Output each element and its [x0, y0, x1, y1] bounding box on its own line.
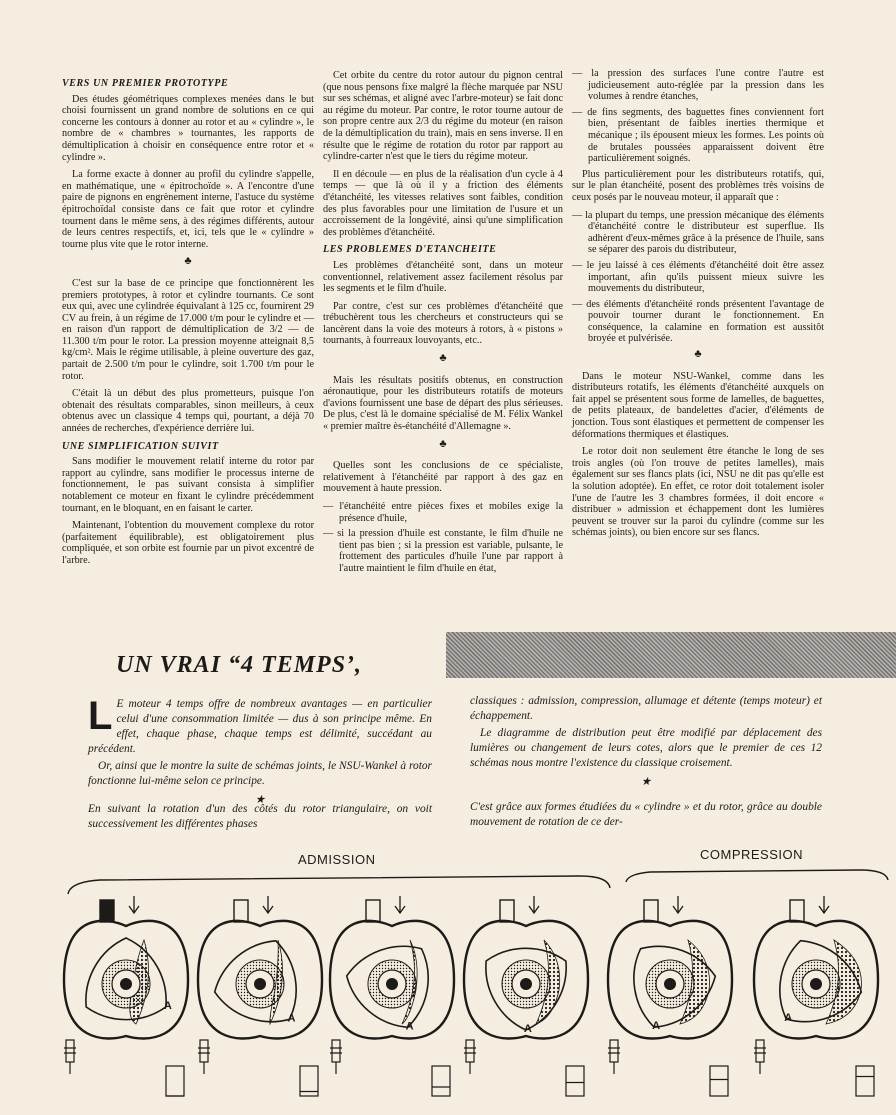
paragraph: Cet orbite du centre du rotor autour du pignon central (que nous pensons fixe malgré la flèche marquée par NSU sur ses schémas, et aligné avec l'arbre-moteur) se fait donc au régime du moteur. Par contre, le rotor tourne autour de son propre centre aux 2/3 du régime du moteur (en raison de la démultiplication du train), mais en sens inverse. Il en résulte que le régime de rotation du rotor par rapport au cylindre-carter n'est que le tiers du régime moteur.: [323, 70, 563, 163]
phase-gauge-icon: [856, 1066, 874, 1096]
star-separator: ★: [640, 776, 652, 788]
continuation-left: En suivant la rotation d'un des côtés du rotor triangulaire, on voit successivement les différentes phases: [88, 803, 432, 830]
rotor-apex-label: A: [405, 1020, 414, 1033]
text-column-middle: [323, 70, 563, 579]
text-column-left: [62, 74, 314, 573]
spark-plug-icon: [332, 1040, 340, 1062]
rotor-apex-label: A: [784, 1012, 793, 1025]
shaft-center: [386, 978, 398, 990]
intro-paragraph: Or, ainsi que le montre la suite de schémas joints, le NSU-Wankel à rotor fonctionne lui-même selon ce principe.: [88, 760, 432, 787]
paragraph: Par contre, c'est sur ces problèmes d'étanchéité que trébuchèrent tous les chercheurs et constructeurs qui se lancèrent dans la voie des moteurs à rotors, à « pistons » tournants, à fourreaux louvoyants, etc..: [323, 300, 563, 347]
rotor-apex-label: A: [163, 1000, 172, 1012]
text-column-right: [572, 68, 824, 545]
compression-label: COMPRESSION: [700, 847, 804, 862]
paragraph: La forme exacte à donner au profil du cylindre s'appelle, en mathématique, une « épitrochoïde ». A l'encontre d'une paire de pignons en engrènement interne, l'astuce du système épitrochoïdal consiste dans ce fait que rotor et cylindre tournent dans le même sens, à des régimes différents, autour de leurs centres respectifs, et, ici, tels que le « cylindre » tourne plus vite que le rotor interne.: [62, 169, 314, 250]
paragraph: Plus particulièrement pour les distributeurs rotatifs, qui, sur le plan étanchéité, posent des problèmes très voisins de ceux posés par le nouveau moteur, il apparaît que :: [572, 168, 824, 203]
separator-ornament: ♣: [184, 255, 192, 268]
shaft-center: [810, 978, 822, 990]
list-item: — la pression des surfaces l'une contre l'autre est judicieusement auto-réglée par la pression dans les volumes à rendre étanches,: [572, 68, 824, 103]
section-heading: LES PROBLEMES D'ETANCHEITE: [323, 244, 497, 256]
engine-schematic: [464, 896, 588, 1096]
section-heading: UNE SIMPLIFICATION SUIVIT: [62, 440, 219, 452]
phase-gauge-icon: [166, 1066, 184, 1096]
list-item: — de fins segments, des baguettes fines conviennent fort bien, présentant de faibles inerties thermique et mécanique ; ils épousent mieux les formes. Les points où de brutales poussées apparaissent doivent être particulièrement soignés.: [572, 106, 824, 165]
engine-cycle-diagram: [60, 862, 896, 1115]
halftone-banner: [446, 632, 896, 678]
paragraph: Sans modifier le mouvement relatif interne du rotor par rapport au cylindre, sans modifier le processus interne de fonctionnement, le pas suivant consista à simplifier notablement ce moteur en fixant le cylindre précédemment tournant, en le bloquant, en en faisant le carter.: [62, 456, 314, 514]
intake-port: [366, 900, 380, 922]
star-separator: ★: [254, 794, 266, 806]
engine-schematic: [198, 896, 322, 1096]
paragraph: C'est sur la base de ce principe que fonctionnèrent les premiers prototypes, à rotor et cylindre tournants. Ce sont eux qui, avec une cylindrée équivalant à 125 cc, fournirent 29 CV au frein, à un régime de 17.000 t/m pour le cylindre et — en raison d'un rapport de démultiplication de 3/2 — de 11.300 t/m pour le rotor. La pression moyenne atteignait 8,5 kg/cm². Mais le régime utilisable, à pleine ouverture des gaz, partait de 2.500 t/m pour le cylindre, soit 1.700 t/m pour le rotor.: [62, 277, 314, 382]
intro-left: [88, 694, 432, 814]
phase-gauge-icon: [566, 1066, 584, 1096]
admission-bracket: [68, 876, 610, 894]
paragraph: Maintenant, l'obtention du mouvement complexe du rotor (parfaitement équilibrable), est obligatoirement plus compliquée, et son orbite est fournie par un pivot excentré de l'arbre.: [62, 520, 314, 566]
shaft-center: [120, 978, 132, 990]
list-item: — la plupart du temps, une pression mécanique des éléments d'étanchéité contre le distributeur est superflue. Ils adhèrent d'eux-mêmes grâce à la présence de l'huile, sans se séparer des parois du distributeur,: [572, 209, 824, 256]
continuation-right: C'est grâce aux formes étudiées du « cylindre » et du rotor, grâce au double mouvement de rotation de ce der-: [470, 801, 822, 828]
engine-schematic: [608, 896, 732, 1096]
paragraph: Quelles sont les conclusions de ce spécialiste, relativement à l'étanchéité par rapport à des gaz en mouvement à haute pression.: [323, 460, 563, 495]
spark-plug-icon: [200, 1040, 208, 1062]
intro-right: [470, 694, 822, 796]
spark-plug-icon: [66, 1040, 74, 1062]
paragraph: Les problèmes d'étanchéité sont, dans un moteur conventionnel, relativement assez facilement résolus par les segments et le film d'huile.: [323, 259, 563, 295]
list-item: — si la pression d'huile est constante, le film d'huile ne tient pas bien ; si la pression est variable, pulsante, le frottement des particules d'huile l'une par rapport à l'autre maintient le film d'huile en état,: [323, 528, 563, 574]
paragraph: Dans le moteur NSU-Wankel, comme dans les distributeurs rotatifs, les éléments d'étanchéité auxquels on fait appel se présentent sous forme de lamelles, de baguettes, de petits plateaux, de bandelettes d'acier, d'éléments de jonction. Tous sont élastiques et permettent de compenser les déformations thermiques et élastiques.: [572, 370, 824, 440]
flow-arrow-icon: [129, 896, 139, 913]
intro-paragraph: classiques : admission, compression, allumage et détente (temps moteur) et échappement.: [470, 695, 822, 722]
engine-schematic: [754, 896, 878, 1096]
spark-plug-icon: [610, 1040, 618, 1062]
engine-schematic: [330, 896, 454, 1096]
drop-cap: L: [88, 694, 113, 738]
intro-paragraph: Le diagramme de distribution peut être modifié par déplacement des lumières ou changement de leurs cotes, alors que le premier de ces 12 schémas nous montre l'existence du classique croisement.: [470, 727, 822, 769]
flow-arrow-icon: [819, 896, 829, 913]
list-item: — des éléments d'étanchéité ronds présentent l'avantage de pouvoir tourner durant le fonctionnement. En conséquence, la calamine en formation est aussitôt broyée et pulvérisée.: [572, 298, 824, 345]
paragraph: C'était là un début des plus prometteurs, puisque l'on obtenait des résultats comparables, sinon meilleurs, à ceux obtenus avec un classique 4 temps qui, pourtant, a déjà 70 années de recherches, d'expérience derrière lui.: [62, 388, 314, 435]
compression-bracket: [626, 870, 888, 882]
separator-ornament: ♣: [439, 437, 447, 450]
admission-label: ADMISSION: [298, 852, 376, 867]
engine-schematic: [64, 896, 188, 1096]
section-heading: VERS UN PREMIER PROTOTYPE: [62, 78, 229, 89]
article-headline: UN VRAI “4 TEMPS’,: [116, 652, 363, 678]
separator-ornament: ♣: [439, 352, 447, 365]
paragraph: Il en découle — en plus de la réalisation d'un cycle à 4 temps — que là où il y a friction des éléments d'étanchéité, les vitesses relatives sont faibles, condition des plus favorables pour une limitation de l'usure et un accroissement de la longévité, ainsi qu'une simplification des problèmes d'étanchéité.: [323, 168, 563, 238]
shaft-center: [520, 978, 532, 990]
flow-arrow-icon: [263, 896, 273, 913]
spark-plug-icon: [756, 1040, 764, 1062]
rotor-apex-label: A: [287, 1012, 296, 1025]
phase-gauge-icon: [710, 1066, 728, 1096]
intake-port: [234, 900, 248, 922]
shaft-center: [254, 978, 266, 990]
flow-arrow-icon: [395, 896, 405, 913]
spark-plug-icon: [466, 1040, 474, 1062]
intake-port: [644, 900, 658, 922]
intro-paragraph: E moteur 4 temps offre de nombreux avantages — en particulier celui d'une consommation limitée — dus à son principe même. En effet, chaque phase, chaque temps est délimité, succédant au précédent.: [88, 698, 432, 755]
paragraph: Le rotor doit non seulement être étanche le long de ses trois angles (où l'on trouve de petites lamelles), mais également sur ses flancs plats (ici, NSU ne dit pas qu'elle est la solution adoptée). En effet, ce rotor doit totalement isoler l'une de l'autre les 3 chambres formées, il doit encore « distribuer » admission et échappement dont les lumières peuvent se trouver sur la paroi du cylindre (comme sur les schémas joints), ou bien encore sur ses flancs.: [572, 446, 824, 539]
intake-port: [100, 900, 114, 922]
paragraph: Mais les résultats positifs obtenus, en construction aéronautique, pour les distributeurs rotatifs de moteurs d'avions fournissent une base de départ des plus sérieuses. De plus, c'est là le domaine spécialisé de M. Félix Wankel « premier maître ès-étanchéité d'Allemagne ».: [323, 374, 563, 433]
paragraph: Des études géométriques complexes menées dans le but choisi fournissent un grand nombre de solutions en ce qui concerne les contours à donner au rotor et au « cylindre », le nombre de « chambres » tournantes, les rapports de démultiplication à choisir en conséquence entre rotor et « cylindre ».: [62, 93, 314, 163]
flow-arrow-icon: [673, 896, 683, 913]
list-item: — l'étanchéité entre pièces fixes et mobiles exige la présence d'huile,: [323, 501, 563, 524]
intake-port: [790, 900, 804, 922]
separator-ornament: ♣: [694, 348, 702, 361]
rotor-apex-label: A: [652, 1020, 661, 1033]
intake-port: [500, 900, 514, 922]
shaft-center: [664, 978, 676, 990]
flow-arrow-icon: [529, 896, 539, 913]
rotor-apex-label: A: [523, 1022, 532, 1035]
list-item: — le jeu laissé à ces éléments d'étanchéité doit être assez important, afin qu'ils puissent mieux suivre les mouvements du distributeur,: [572, 259, 824, 295]
phase-gauge-icon: [432, 1066, 450, 1096]
